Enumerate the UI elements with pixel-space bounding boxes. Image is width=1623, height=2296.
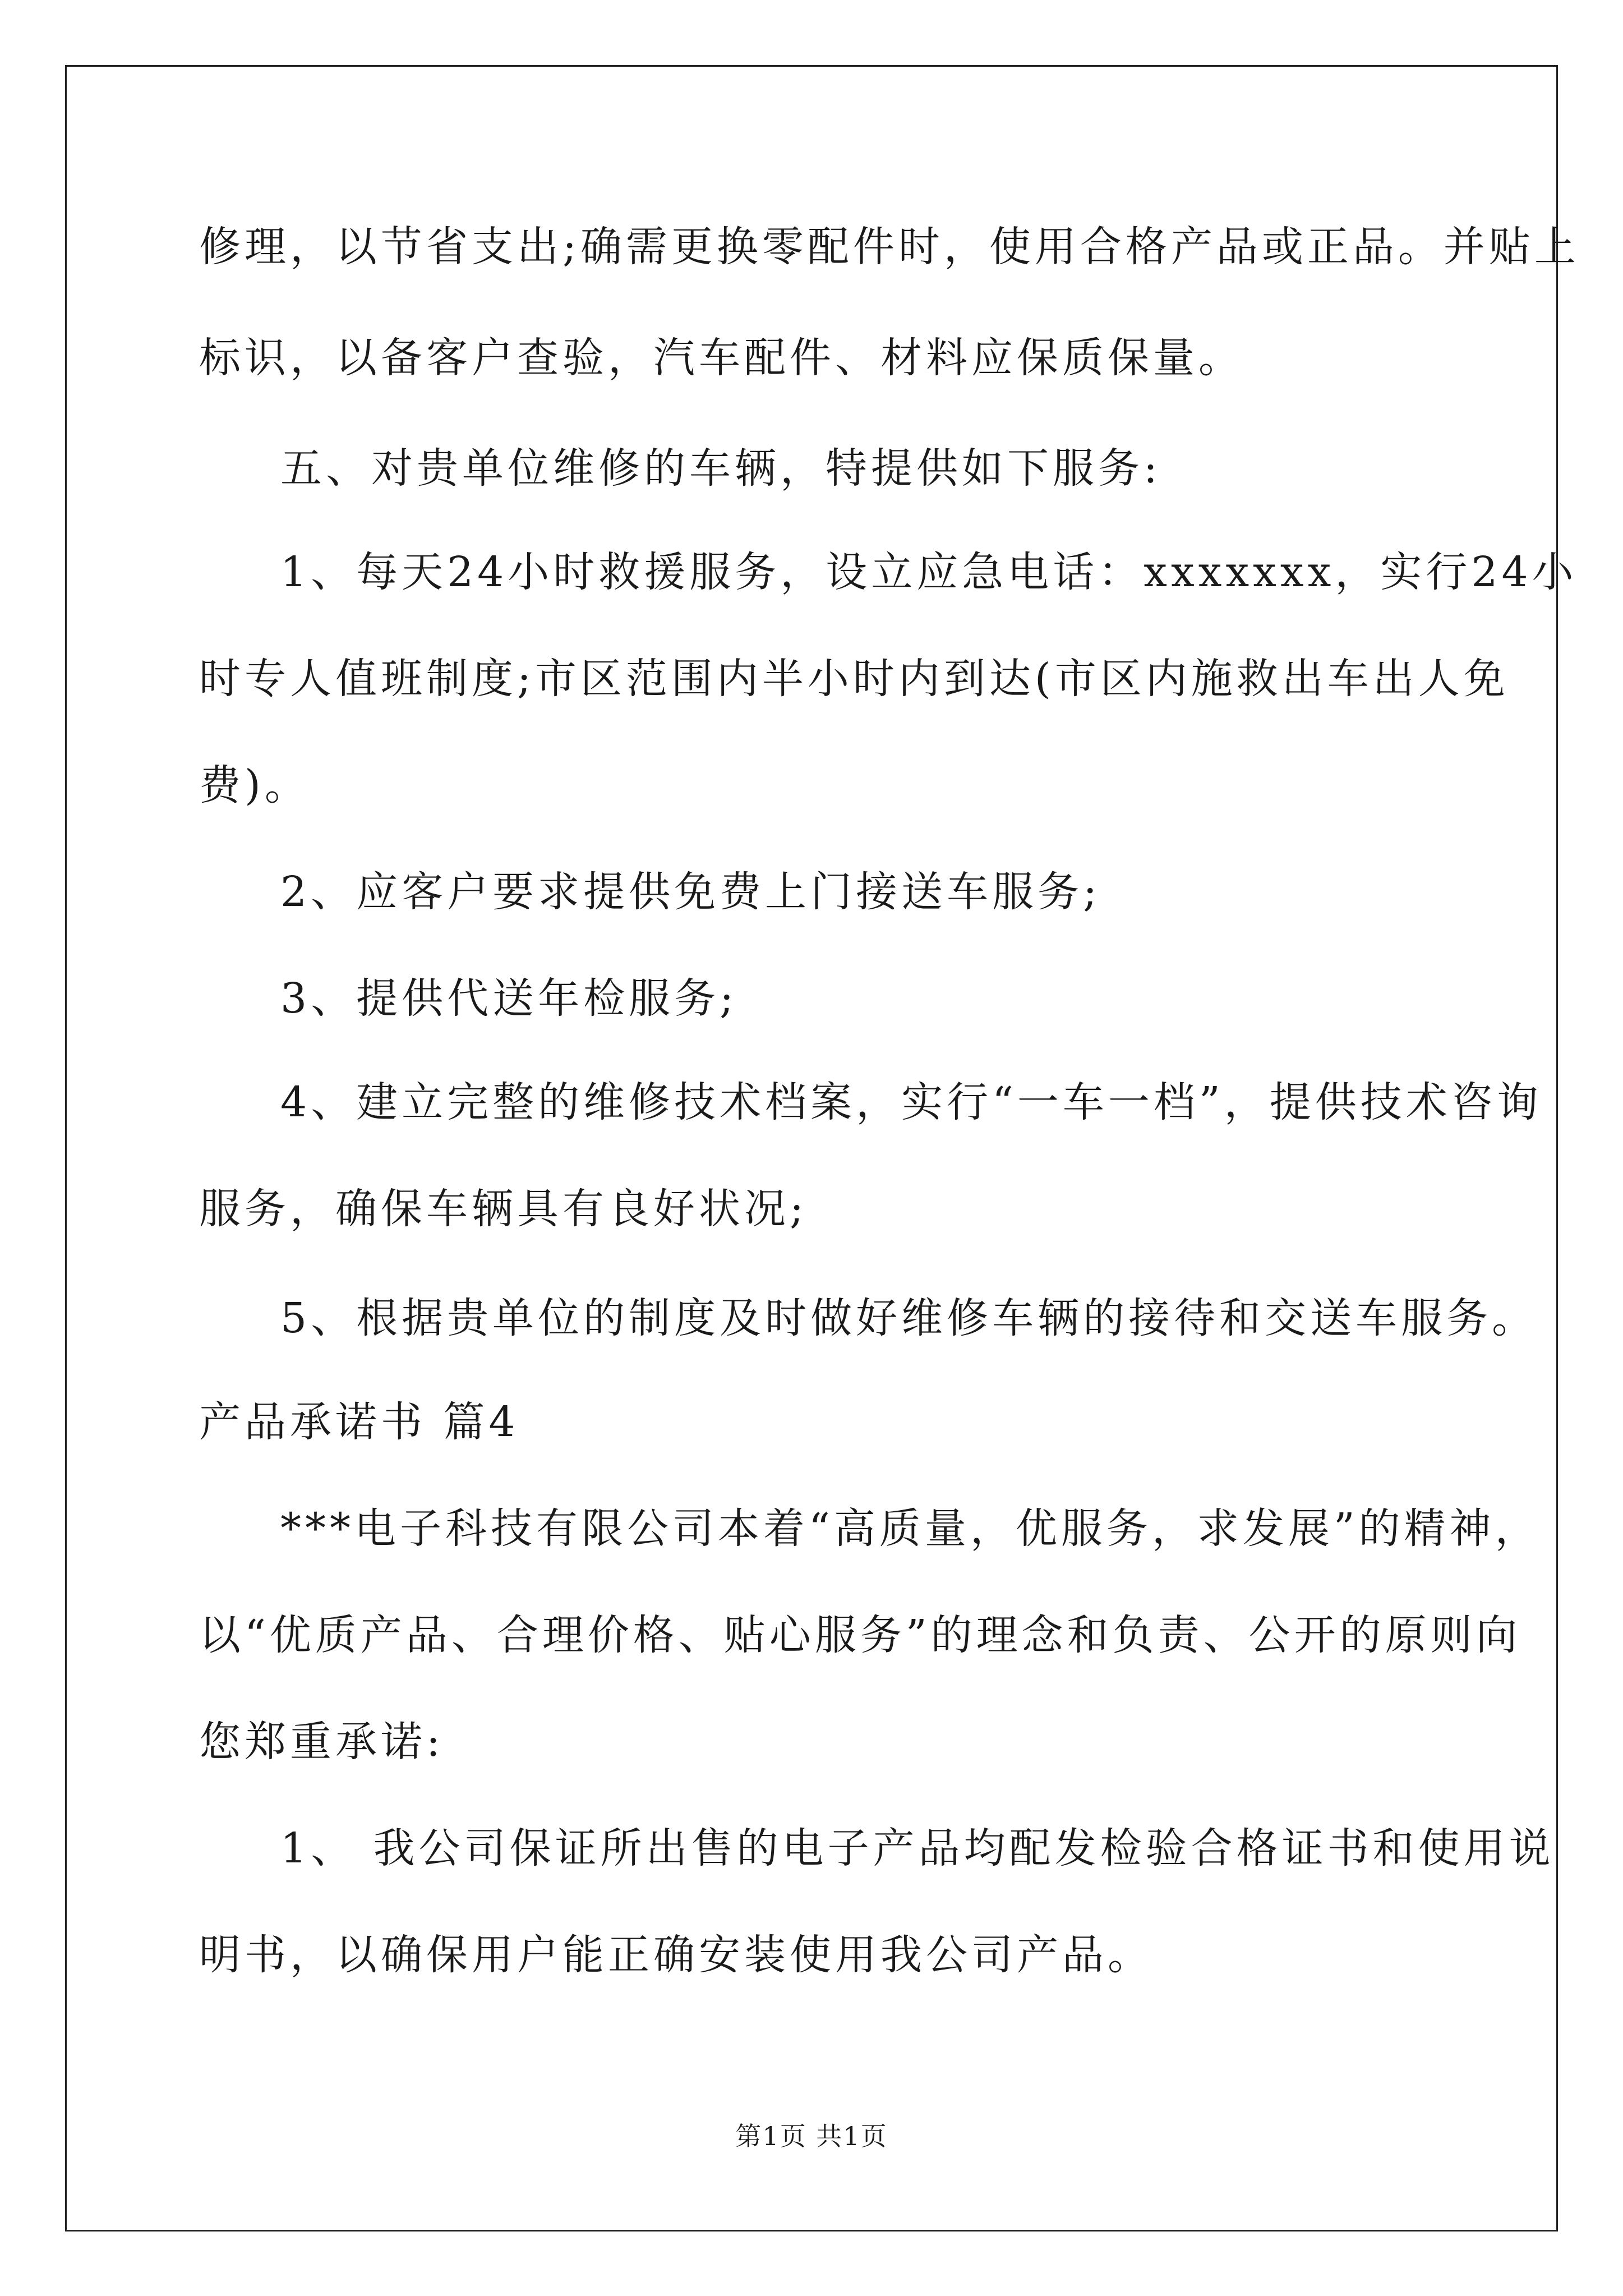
commitment-item-1: 1、 我公司保证所出售的电子产品均配发检验合格证书和使用说 [280,1824,1555,1872]
service-item-1: 1、每天24小时救援服务，设立应急电话：xxxxxxx，实行24小 [280,548,1578,596]
commitment-intro-end: 您郑重承诺: [199,1718,444,1766]
text-line-1: 修理，以节省支出;确需更换零配件时，使用合格产品或正品。并贴上 [199,223,1580,271]
commitment-intro: ***电子科技有限公司本着“高质量，优服务，求发展”的精神， [280,1504,1541,1553]
service-item-4: 4、建立完整的维修技术档案，实行“一车一档”，提供技术咨询 [280,1078,1542,1126]
commitment-item-1-cont: 明书，以确保用户能正确安装使用我公司产品。 [199,1931,1153,1979]
service-item-4-cont: 服务，确保车辆具有良好状况; [199,1185,808,1233]
service-item-3: 3、提供代送年检服务; [280,974,738,1023]
page-border [65,65,1558,2231]
section-five-heading: 五、对贵单位维修的车辆，特提供如下服务: [280,444,1161,493]
service-item-1-end: 费)。 [199,761,310,809]
service-item-5: 5、根据贵单位的制度及时做好维修车辆的接待和交送车服务。 [280,1294,1538,1342]
commitment-intro-cont: 以“优质产品、合理价格、贴心服务”的理念和负责、公开的原则向 [199,1611,1521,1659]
page-number-footer: 第1页 共1页 [735,2121,888,2151]
service-item-2: 2、应客户要求提供免费上门接送车服务; [280,868,1101,916]
service-item-1-cont: 时专人值班制度;市区范围内半小时内到达(市区内施救出车出人免 [199,655,1509,703]
text-line-2: 标识，以备客户查验，汽车配件、材料应保质保量。 [199,334,1244,382]
section-title: 产品承诺书 篇4 [199,1398,519,1446]
